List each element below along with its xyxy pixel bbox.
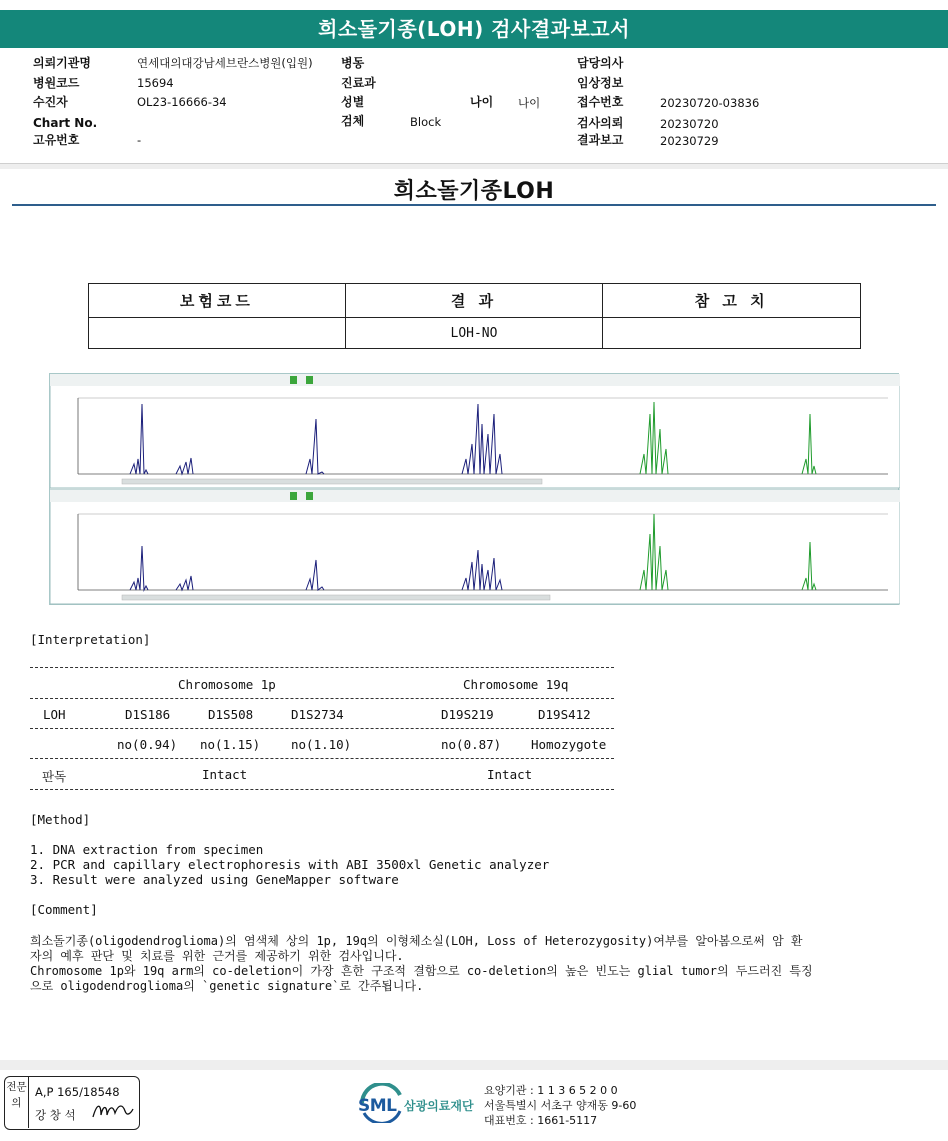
- method-line-1: 1. DNA extraction from specimen: [30, 842, 264, 857]
- electropherogram-image: [49, 373, 899, 605]
- chromosome-19q-label: Chromosome 19q: [463, 677, 569, 692]
- dashed-rule: [30, 758, 614, 759]
- chromosome-1p-label: Chromosome 1p: [178, 677, 276, 692]
- dashed-rule: [30, 667, 614, 668]
- method-line-3: 3. Result were analyzed using GeneMapper software: [30, 872, 399, 887]
- value-specimen: Block: [410, 115, 442, 129]
- signature-icon: [91, 1099, 135, 1123]
- result-table: [88, 283, 861, 349]
- value-report-date: 20230729: [660, 134, 719, 148]
- title-underline: [12, 204, 936, 206]
- value-d19s412: Homozygote: [531, 737, 607, 752]
- method-heading: [Method]: [30, 812, 91, 827]
- electropherogram-panel-1: [50, 374, 900, 488]
- dashed-rule: [30, 789, 614, 790]
- document-title: 희소돌기종LOH: [393, 179, 555, 204]
- stamp-name: 강 창 석: [35, 1108, 76, 1122]
- value-institution: 연세대의대강남세브란스병원(입원): [137, 56, 313, 70]
- value-accession-no: 20230720-03836: [660, 96, 760, 110]
- comment-heading: [Comment]: [30, 902, 98, 917]
- label-institution: 의뢰기관명: [33, 56, 91, 70]
- table-row: [89, 318, 861, 349]
- comment-line-3: Chromosome 1p와 19q arm의 co-deletion이 가장 흔한 구조적 결함으로 co-deletion의 높은 빈도는 glial tumor의 두드러진 특징: [30, 964, 813, 978]
- stamp-side-label: 전문의: [5, 1077, 29, 1128]
- interpretation-heading: [Interpretation]: [30, 632, 151, 647]
- label-sex: 성별: [341, 95, 365, 109]
- label-chart-no: Chart No.: [33, 116, 98, 130]
- label-unique-no: 고유번호: [33, 133, 80, 147]
- dashed-rule: [30, 728, 614, 729]
- result-table-header: [89, 284, 861, 318]
- electropherogram-panel-2: [50, 490, 900, 604]
- value-age: 나이: [518, 96, 541, 110]
- cell-reference: [603, 318, 861, 349]
- value-patient: OL23-16666-34: [137, 95, 227, 109]
- value-d1s2734: no(1.10): [291, 737, 352, 752]
- judgement-label: 판독: [42, 769, 67, 784]
- label-department: 진료과: [341, 76, 376, 90]
- label-doctor: 담당의사: [577, 56, 624, 70]
- marker-d19s219: D19S219: [441, 707, 494, 722]
- label-request-date: 검사의뢰: [577, 116, 624, 130]
- dashed-rule: [30, 698, 614, 699]
- label-report-date: 결과보고: [577, 133, 624, 147]
- judgement-1p: Intact: [202, 767, 248, 782]
- label-clinical-info: 임상정보: [577, 76, 624, 90]
- label-ward: 병동: [341, 56, 365, 70]
- value-d1s186: no(0.94): [117, 737, 178, 752]
- comment-line-4: 으로 oligodendroglioma의 `genetic signature`로 간주됩니다.: [30, 979, 424, 993]
- value-hospital-code: 15694: [137, 76, 174, 90]
- organization-name: 삼광의료재단: [404, 1099, 474, 1113]
- label-hospital-code: 병원코드: [33, 76, 80, 90]
- label-specimen: 검체: [341, 114, 365, 128]
- judgement-19q: Intact: [487, 767, 533, 782]
- footer-phone: 대표번호 : 1661-5117: [484, 1114, 598, 1127]
- section-divider: [0, 163, 948, 169]
- value-unique-no: -: [137, 133, 142, 147]
- value-d1s508: no(1.15): [200, 737, 261, 752]
- marker-d1s2734: D1S2734: [291, 707, 344, 722]
- marker-d1s508: D1S508: [208, 707, 254, 722]
- method-line-2: 2. PCR and capillary electrophoresis with ABI 3500xl Genetic analyzer: [30, 857, 550, 872]
- stamp-license: A,P 165/18548: [35, 1085, 120, 1099]
- marker-d1s186: D1S186: [125, 707, 171, 722]
- sml-logo-text: SML: [358, 1096, 397, 1116]
- label-patient: 수진자: [33, 95, 68, 109]
- cell-insurance-code: [89, 318, 346, 349]
- header-result: 결 과: [345, 284, 603, 318]
- report-title: 희소돌기종(LOH) 검사결과보고서: [0, 10, 948, 48]
- value-request-date: 20230720: [660, 117, 719, 131]
- label-accession-no: 접수번호: [577, 95, 624, 109]
- loh-label: LOH: [43, 707, 66, 722]
- footer-address: 서울특별시 서초구 양재동 9-60: [484, 1099, 637, 1112]
- comment-line-2: 자의 예후 판단 및 치료를 위한 근거를 제공하기 위한 검사입니다.: [30, 949, 404, 963]
- marker-d19s412: D19S412: [538, 707, 591, 722]
- footer-divider: [0, 1060, 948, 1070]
- header-reference: 참 고 치: [603, 284, 861, 318]
- comment-line-1: 희소돌기종(oligodendroglioma)의 염색체 상의 1p, 19q의 이형체소실(LOH, Loss of Heterozygosity)여부를 알아봄으로써 암 환: [30, 934, 803, 948]
- header-insurance-code: 보험코드: [89, 284, 346, 318]
- specialist-stamp: [4, 1076, 140, 1130]
- footer-institution-code: 요양기관 : 1 1 3 6 5 2 0 0: [484, 1084, 618, 1097]
- footer-contact: [484, 1083, 636, 1128]
- label-age: 나이: [470, 95, 494, 109]
- value-d19s219: no(0.87): [441, 737, 502, 752]
- cell-result: LOH-NO: [345, 318, 603, 349]
